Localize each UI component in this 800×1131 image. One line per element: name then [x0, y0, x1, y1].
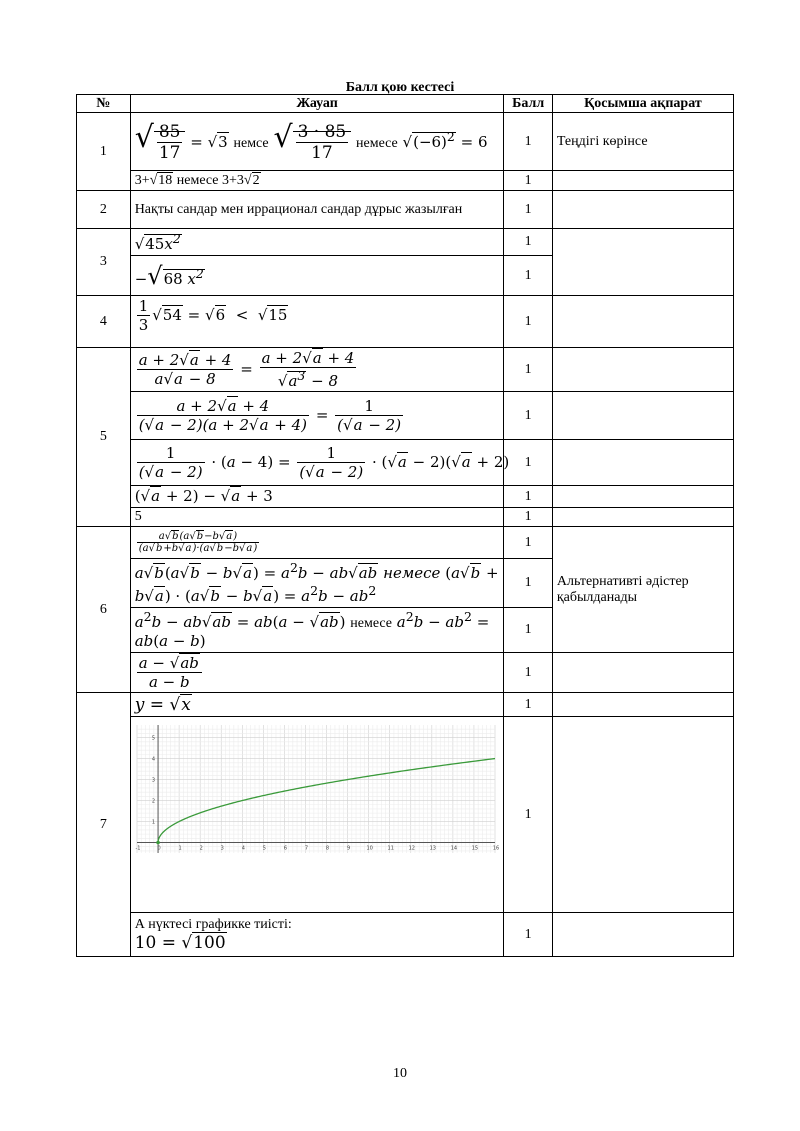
x-tick-label: 7 [304, 845, 308, 852]
task-number: 5 [77, 348, 131, 527]
table-row [77, 913, 734, 957]
x-tick-label: 13 [429, 845, 436, 852]
info-cell [552, 392, 733, 440]
table-row [77, 229, 734, 256]
x-tick-label: 10 [366, 845, 373, 852]
score-cell: 1 [504, 508, 552, 527]
info-cell [552, 191, 733, 229]
answer-cell: $\frac{1}{3}$ √54 = √6 < √15 [130, 296, 504, 348]
score-table [76, 94, 734, 957]
score-cell: 1 [504, 486, 552, 508]
score-cell: 1 [504, 113, 552, 171]
answer-cell: $\frac{a - √ab}{a - b}$ [130, 653, 504, 693]
y-tick-label: 2 [151, 798, 155, 805]
score-cell: 1 [504, 913, 552, 957]
answer-cell: 3+√18 немесе 3+3√2 [130, 171, 504, 191]
score-cell: 1 [504, 440, 552, 486]
y-tick-label: 4 [151, 756, 155, 763]
table-row [77, 508, 734, 527]
table-row [77, 113, 734, 171]
answer-cell: $\frac{a√b(a√b-b√a)}{(a√b+b√a)\cdot(a√b-b√a)}$ [130, 527, 504, 559]
table-row [77, 171, 734, 191]
score-cell: 1 [504, 296, 552, 348]
table-row [77, 717, 734, 913]
header-num: № [77, 95, 131, 113]
header-answer: Жауап [130, 95, 504, 113]
info-cell [552, 440, 733, 486]
x-tick-label: 8 [325, 845, 329, 852]
page-title: Балл қою кестесі [345, 80, 455, 95]
info-cell [552, 486, 733, 508]
info-cell [552, 229, 733, 296]
y-tick-label: 3 [151, 777, 155, 784]
score-cell: 1 [504, 653, 552, 693]
table-row [77, 440, 734, 486]
header-info: Қосымша ақпарат [552, 95, 733, 113]
x-tick-label: 15 [471, 845, 478, 852]
score-cell: 1 [504, 392, 552, 440]
info-cell [552, 348, 733, 392]
graph-cell [130, 717, 504, 913]
header-score: Балл [504, 95, 552, 113]
answer-cell: 5 [130, 508, 504, 527]
task-number: 7 [77, 693, 131, 957]
table-row [77, 191, 734, 229]
x-tick-label: 12 [408, 845, 415, 852]
table-row [77, 392, 734, 440]
task-number: 3 [77, 229, 131, 296]
page-number: 10 [393, 1066, 407, 1081]
table-row [77, 296, 734, 348]
answer-cell: (√a + 2) − √a + 3 [130, 486, 504, 508]
task-number: 1 [77, 113, 131, 191]
answer-cell: $a^2b - ab√ab = ab(a - √ab)$ немесе $a^2b - ab^2 = ab(a - b)$ [130, 608, 504, 653]
answer-cell: $\frac{a + 2√a + 4}{a√a - 8}$ = $\frac{a + 2√a + 4}{√a^3 - 8}$ [130, 348, 504, 392]
info-cell: Теңдігі көрінсе [552, 113, 733, 171]
header-row [77, 95, 734, 113]
x-tick-label: 11 [387, 845, 394, 852]
answer-cell: Нақты сандар мен иррационал сандар дұрыс жазылған [130, 191, 504, 229]
info-cell [552, 653, 733, 693]
y-tick-label: 5 [151, 735, 155, 742]
score-cell: 1 [504, 191, 552, 229]
answer-cell: $√45x^2$ [130, 229, 504, 256]
table-row [77, 348, 734, 392]
score-cell: 1 [504, 693, 552, 717]
info-cell [552, 171, 733, 191]
answer-cell: А нүктесі графикке тиісті: 10 = √100 [130, 913, 504, 957]
table-row [77, 527, 734, 559]
data-point [156, 841, 160, 845]
x-tick-label: 16 [492, 845, 499, 852]
score-cell: 1 [504, 348, 552, 392]
score-cell: 1 [504, 229, 552, 256]
task-number: 6 [77, 527, 131, 693]
info-cell [552, 913, 733, 957]
answer-cell: y = √x [130, 693, 504, 717]
answer-cell: $\frac{a + 2√a + 4}{(√a - 2)(a + 2√a + 4)}$ = $\frac{1}{(√a - 2)}$ [130, 392, 504, 440]
x-tick-label: 5 [262, 845, 266, 852]
score-cell: 1 [504, 717, 552, 913]
score-cell: 1 [504, 171, 552, 191]
y-tick-label: 1 [151, 819, 155, 826]
table-row [77, 693, 734, 717]
answer-cell: −√68 $x^2$ [130, 256, 504, 296]
x-tick-label: 3 [220, 845, 224, 852]
answer-cell: $a√b(a√b - b√a) = a^2b - ab√ab$ немесе $(a√b + b√a) \cdot (a√b - b√a) = a^2b - ab^2$ [130, 559, 504, 608]
x-tick-label: 2 [199, 845, 203, 852]
task-number: 2 [77, 191, 131, 229]
score-cell: 1 [504, 559, 552, 608]
info-cell [552, 717, 733, 913]
x-tick-label: 1 [178, 845, 182, 852]
table-row [77, 653, 734, 693]
sqrt-graph [131, 721, 497, 867]
info-cell: Альтернативті әдістер қабылданады [552, 527, 733, 653]
x-tick-label: 9 [346, 845, 350, 852]
score-cell: 1 [504, 608, 552, 653]
score-cell: 1 [504, 527, 552, 559]
task-number: 4 [77, 296, 131, 348]
table-row [77, 486, 734, 508]
x-tick-label: 6 [283, 845, 287, 852]
score-cell: 1 [504, 256, 552, 296]
answer-cell: $\frac{1}{(√a - 2)}$ · (a − 4) = $\frac{1}{(√a - 2)}$ · (√a − 2)(√a + 2) [130, 440, 504, 486]
x-tick-label: 14 [450, 845, 457, 852]
info-cell [552, 508, 733, 527]
x-tick-label: 4 [241, 845, 245, 852]
x-tick-label: -1 [135, 845, 141, 852]
answer-cell: √ $\frac{85}{17}$ = √3 немсе √ $\frac{3 \cdot 85}{17}$ немесе $√(-6)^2 = 6$ [130, 113, 504, 171]
x-tick-label: 0 [157, 845, 161, 852]
info-cell [552, 296, 733, 348]
info-cell [552, 693, 733, 717]
